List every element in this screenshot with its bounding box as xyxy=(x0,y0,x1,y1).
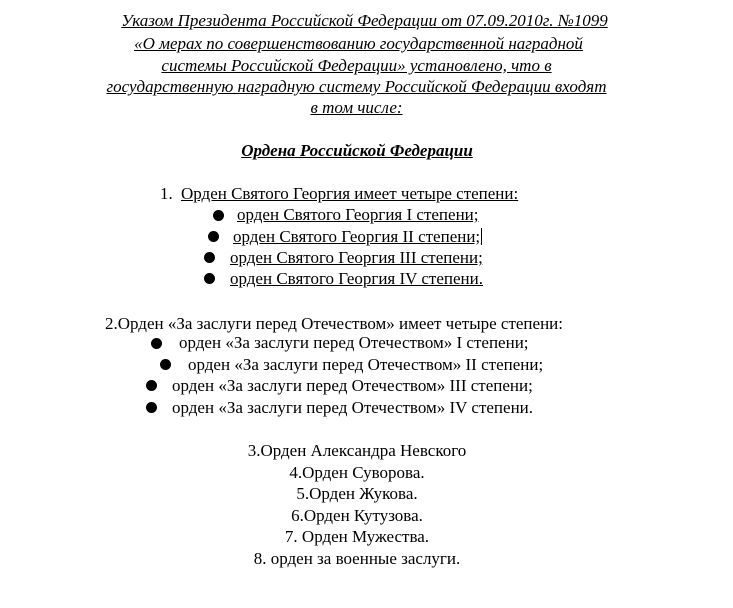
bullet-icon xyxy=(151,338,162,349)
text-cursor-icon xyxy=(481,228,482,245)
order-8: 8. орден за военные заслуги. xyxy=(253,549,461,568)
order-5: 5.Орден Жукова. xyxy=(296,484,418,503)
intro-line-3: системы Российской Федерации» установлено, что в xyxy=(161,56,552,75)
order-3: 3.Орден Александра Невского xyxy=(247,441,467,460)
order-2-item-1: орден «За заслуги перед Отечеством» I степени; xyxy=(179,333,529,352)
order-1-item-2-line xyxy=(233,226,482,248)
bullet-icon xyxy=(146,380,157,391)
order-1-item-4: орден Святого Георгия IV степени. xyxy=(230,269,483,288)
bullet-icon xyxy=(160,359,171,370)
order-2-item-4: орден «За заслуги перед Отечеством» IV степени. xyxy=(172,398,534,417)
intro-line-4: государственную наградную систему Российской Федерации входят xyxy=(106,77,607,96)
order-6: 6.Орден Кутузова. xyxy=(291,506,423,525)
order-1-title: Орден Святого Георгия имеет четыре степени: xyxy=(181,184,519,203)
bullet-icon xyxy=(204,252,215,263)
order-7: 7. Орден Мужества. xyxy=(284,527,430,546)
intro-line-2: «О мерах по совершенствованию государственной наградной xyxy=(134,34,583,53)
order-1-number: 1. xyxy=(160,184,173,203)
order-2-title: 2.Орден «За заслуги перед Отечеством» имеет четыре степени: xyxy=(105,314,563,333)
bullet-icon xyxy=(146,402,157,413)
order-1-item-1: орден Святого Георгия I степени; xyxy=(237,205,479,224)
order-4: 4.Орден Суворова. xyxy=(289,463,425,482)
bullet-icon xyxy=(208,231,219,242)
order-1-title-line xyxy=(160,183,518,205)
bullet-icon xyxy=(204,273,215,284)
intro-line-5: в том числе: xyxy=(310,98,403,117)
bullet-icon xyxy=(213,210,224,221)
intro-line-1: Указом Президента Российской Федерации от 07.09.2010г. №1099 xyxy=(121,11,608,30)
order-1-item-2: орден Святого Георгия II степени; xyxy=(233,227,481,246)
order-1-item-3: орден Святого Георгия III степени; xyxy=(230,248,483,267)
order-2-item-3: орден «За заслуги перед Отечеством» III степени; xyxy=(172,376,533,395)
order-2-item-2: орден «За заслуги перед Отечеством» II степени; xyxy=(188,355,544,374)
section-heading: Ордена Российской Федерации xyxy=(241,141,473,160)
